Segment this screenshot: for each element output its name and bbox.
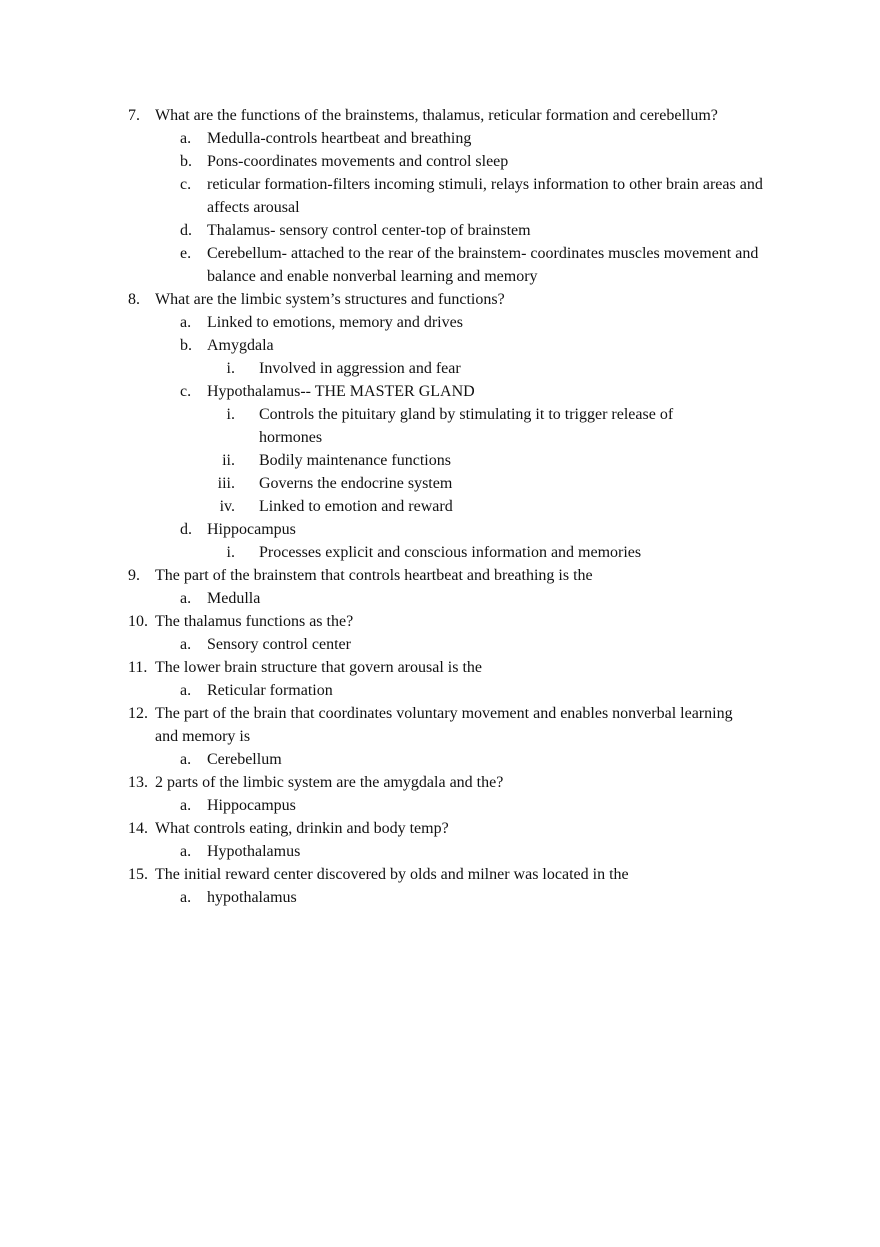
detail-text: Controls the pituitary gland by stimulating it to trigger release of hormones bbox=[259, 406, 674, 446]
answer-item bbox=[0, 127, 880, 150]
question-item bbox=[0, 288, 880, 564]
question-item bbox=[0, 771, 880, 817]
question-text: The part of the brainstem that controls heartbeat and breathing is the bbox=[155, 567, 593, 584]
answer-label: b. bbox=[180, 337, 192, 354]
question-number: 14. bbox=[128, 820, 148, 837]
question-text: The initial reward center discovered by olds and milner was located in the bbox=[155, 866, 629, 883]
detail-item bbox=[0, 449, 880, 472]
answer-item bbox=[0, 886, 880, 909]
detail-item bbox=[0, 472, 880, 495]
question-number: 8. bbox=[128, 291, 140, 308]
question-number: 13. bbox=[128, 774, 148, 791]
detail-label: iv. bbox=[219, 498, 235, 515]
answer-text: Cerebellum- attached to the rear of the brainstem- coordinates muscles movement and balance and enable nonverbal learning and memory bbox=[207, 245, 759, 285]
question-text: What are the limbic system’s structures and functions? bbox=[155, 291, 505, 308]
answer-label: c. bbox=[180, 383, 192, 400]
answer-label: d. bbox=[180, 222, 192, 239]
answer-item bbox=[0, 518, 880, 564]
question-number: 7. bbox=[128, 107, 140, 124]
question-item bbox=[0, 702, 880, 771]
question-text: What controls eating, drinkin and body temp? bbox=[155, 820, 449, 837]
answer-text: Amygdala bbox=[207, 337, 274, 354]
answer-label: a. bbox=[180, 682, 192, 699]
answer-label: a. bbox=[180, 636, 192, 653]
question-text: What are the functions of the brainstems, thalamus, reticular formation and cerebellum? bbox=[155, 107, 718, 124]
question-list bbox=[0, 104, 880, 909]
answer-item bbox=[0, 219, 880, 242]
detail-text: Involved in aggression and fear bbox=[259, 360, 461, 377]
question-number: 11. bbox=[128, 659, 148, 676]
answer-text: reticular formation-filters incoming stimuli, relays information to other brain areas and affects arousal bbox=[207, 176, 763, 216]
answer-item bbox=[0, 748, 880, 771]
answer-item bbox=[0, 242, 880, 288]
question-text: 2 parts of the limbic system are the amygdala and the? bbox=[155, 774, 504, 791]
detail-label: i. bbox=[226, 360, 235, 377]
detail-label: i. bbox=[226, 406, 235, 423]
detail-item bbox=[0, 541, 880, 564]
answer-item bbox=[0, 311, 880, 334]
detail-text: Processes explicit and conscious information and memories bbox=[259, 544, 642, 561]
answer-label: e. bbox=[180, 245, 192, 262]
answer-label: a. bbox=[180, 751, 192, 768]
detail-label: iii. bbox=[217, 475, 235, 492]
answer-text: Pons-coordinates movements and control sleep bbox=[207, 153, 509, 170]
question-text: The thalamus functions as the? bbox=[155, 613, 354, 630]
answer-text: Hypothalamus bbox=[207, 843, 301, 860]
detail-label: ii. bbox=[222, 452, 235, 469]
answer-text: Medulla bbox=[207, 590, 261, 607]
detail-label: i. bbox=[226, 544, 235, 561]
question-item bbox=[0, 610, 880, 656]
question-text: The lower brain structure that govern arousal is the bbox=[155, 659, 482, 676]
question-number: 15. bbox=[128, 866, 148, 883]
answer-text: hypothalamus bbox=[207, 889, 297, 906]
question-item bbox=[0, 104, 880, 288]
question-item bbox=[0, 564, 880, 610]
detail-text: Governs the endocrine system bbox=[259, 475, 453, 492]
answer-item bbox=[0, 633, 880, 656]
answer-label: a. bbox=[180, 889, 192, 906]
question-number: 12. bbox=[128, 705, 148, 722]
answer-item bbox=[0, 587, 880, 610]
question-item bbox=[0, 863, 880, 909]
question-number: 10. bbox=[128, 613, 148, 630]
answer-text: Linked to emotions, memory and drives bbox=[207, 314, 463, 331]
detail-item bbox=[0, 357, 880, 380]
answer-label: a. bbox=[180, 590, 192, 607]
detail-item bbox=[0, 403, 880, 449]
answer-label: d. bbox=[180, 521, 192, 538]
answer-text: Cerebellum bbox=[207, 751, 282, 768]
question-number: 9. bbox=[128, 567, 140, 584]
detail-item bbox=[0, 495, 880, 518]
answer-label: a. bbox=[180, 130, 192, 147]
answer-label: a. bbox=[180, 843, 192, 860]
answer-text: Medulla-controls heartbeat and breathing bbox=[207, 130, 472, 147]
detail-text: Bodily maintenance functions bbox=[259, 452, 451, 469]
answer-item bbox=[0, 840, 880, 863]
answer-item bbox=[0, 679, 880, 702]
question-text: The part of the brain that coordinates voluntary movement and enables nonverbal learning and memory is bbox=[155, 705, 733, 745]
answer-label: a. bbox=[180, 797, 192, 814]
answer-text: Hippocampus bbox=[207, 797, 296, 814]
detail-text: Linked to emotion and reward bbox=[259, 498, 453, 515]
answer-item bbox=[0, 794, 880, 817]
answer-text: Hippocampus bbox=[207, 521, 296, 538]
answer-item bbox=[0, 173, 880, 219]
answer-item bbox=[0, 334, 880, 380]
answer-label: b. bbox=[180, 153, 192, 170]
answer-item bbox=[0, 150, 880, 173]
answer-item bbox=[0, 380, 880, 518]
answer-label: c. bbox=[180, 176, 192, 193]
answer-text: Sensory control center bbox=[207, 636, 351, 653]
answer-text: Hypothalamus-- THE MASTER GLAND bbox=[207, 383, 475, 400]
answer-text: Reticular formation bbox=[207, 682, 333, 699]
answer-text: Thalamus- sensory control center-top of brainstem bbox=[207, 222, 531, 239]
question-item bbox=[0, 656, 880, 702]
answer-label: a. bbox=[180, 314, 192, 331]
question-item bbox=[0, 817, 880, 863]
